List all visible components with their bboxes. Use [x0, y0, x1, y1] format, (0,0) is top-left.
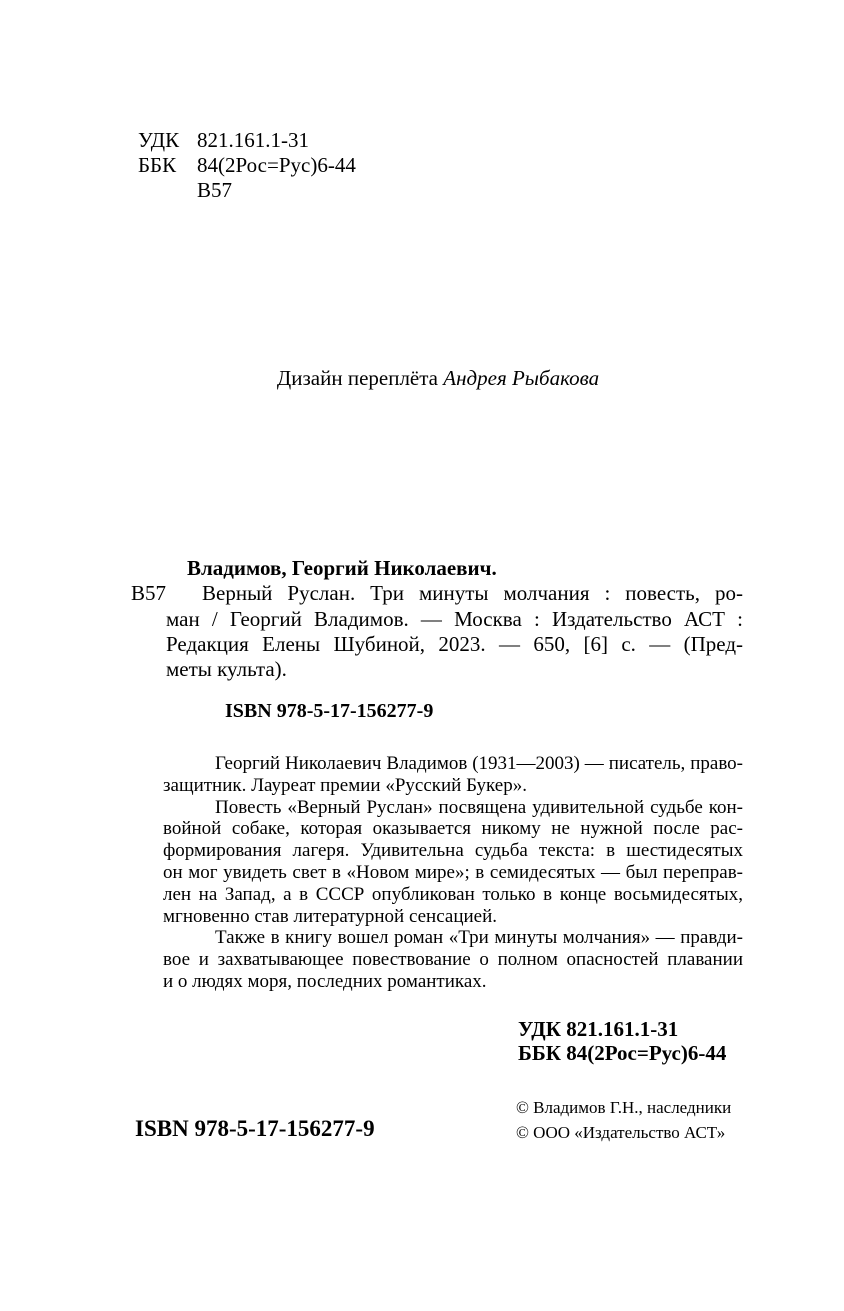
bottom-udc: УДК 821.161.1-31: [518, 1017, 679, 1041]
author-sign-value: В57: [197, 178, 233, 203]
copyright-publisher: © ООО «Издательство АСТ»: [516, 1122, 726, 1142]
catalog-card: [166, 556, 743, 682]
isbn-catalog: ISBN 978-5-17-156277-9: [225, 700, 434, 722]
top-classification-codes: [138, 128, 356, 204]
annotation-line: войной собаке, которая оказывается никому не нужной после рас-: [163, 818, 743, 840]
author-sign-row: [138, 178, 356, 203]
design-credit: [133, 366, 743, 391]
catalog-line: Верный Руслан. Три минуты молчания : повесть, ро-: [202, 581, 743, 606]
annotation-line: мгновенно став литературной сенсацией.: [163, 905, 498, 927]
annotation-line: формирования лагеря. Удивительна судьба текста: в шестидесятых: [163, 840, 743, 862]
catalog-margin-code: В57: [131, 581, 167, 605]
catalog-line: меты культа).: [166, 657, 287, 682]
annotation-line: Также в книгу вошел роман «Три минуты молчания» — правди-: [215, 927, 743, 949]
copyright-lines: [516, 1096, 731, 1145]
catalog-line: ман / Георгий Владимов. — Москва : Издательство АСТ :: [166, 606, 743, 631]
bbk-label: ББК: [138, 153, 177, 178]
annotation-line: защитник. Лауреат премии «Русский Букер».: [163, 774, 527, 796]
bottom-classification-codes: [518, 1017, 726, 1065]
annotation-line: Георгий Николаевич Владимов (1931—2003) — писатель, право-: [215, 753, 743, 774]
design-credit-text: Дизайн переплёта: [276, 366, 439, 390]
bottom-bbk: ББК 84(2Рос=Рус)6-44: [518, 1041, 727, 1065]
bbk-row: [138, 153, 356, 178]
annotation-line: и о людях моря, последних романтиках.: [163, 970, 487, 992]
catalog-line: Редакция Елены Шубиной, 2023. — 650, [6] с. — (Пред-: [166, 631, 743, 656]
annotation-line: Повесть «Верный Руслан» посвящена удивительной судьбе кон-: [215, 796, 743, 818]
copyright-author: © Владимов Г.Н., наследники: [516, 1098, 732, 1117]
annotation-line: лен на Запад, а в СССР опубликован только в конце восьмидесятых,: [163, 883, 743, 905]
isbn-bottom: ISBN 978-5-17-156277-9: [135, 1116, 375, 1141]
udc-label: УДК: [138, 128, 180, 152]
designer-name: Андрея Рыбакова: [443, 366, 600, 390]
catalog-author-heading: Владимов, Георгий Николаевич.: [187, 556, 497, 580]
udc-value: 821.161.1-31: [197, 128, 309, 152]
bbk-value: 84(2Рос=Рус)6-44: [197, 153, 356, 178]
annotation: [163, 753, 743, 993]
annotation-line: он мог увидеть свет в «Новом мире»; в семидесятых — был переправ-: [163, 861, 743, 883]
udc-row: [138, 128, 356, 153]
annotation-line: вое и захватывающее повествование о полном опасностей плавании: [163, 949, 743, 971]
